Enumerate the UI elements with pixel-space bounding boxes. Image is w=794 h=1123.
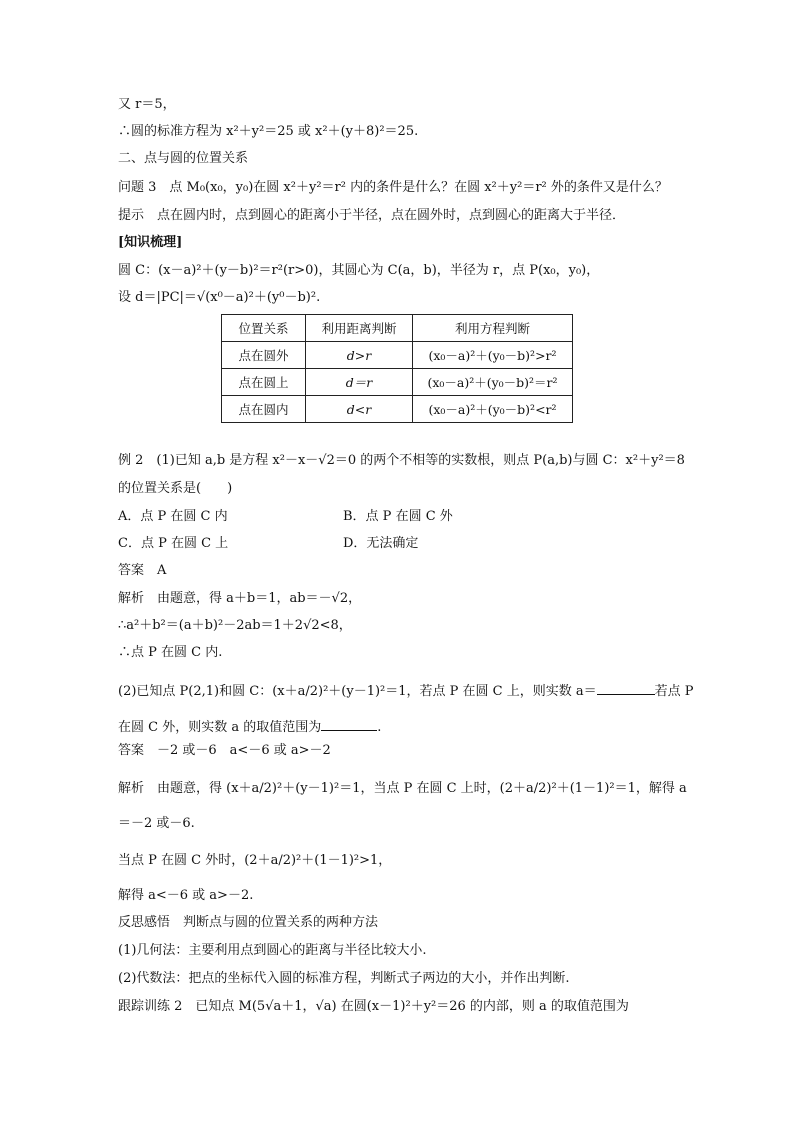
follow-up-exercise-2: 跟踪训练 2 已知点 M(5√a＋1，√a) 在圆(x－1)²＋y²＝26 的内部，则 a 的取值范围为 [118, 999, 629, 1014]
knowledge-heading: [知识梳理] [118, 235, 183, 250]
table-cell: (x₀－a)²＋(y₀－b)²<r² [413, 396, 573, 423]
table-cell: (x₀－a)²＋(y₀－b)²>r² [413, 342, 573, 369]
text-line: 又 r＝5， [118, 97, 176, 112]
position-relation-table [221, 314, 573, 423]
table-cell: 点在圆内 [222, 396, 306, 423]
table-header-row [222, 315, 573, 342]
question-text: 若点 P [654, 684, 694, 699]
text-line: 当点 P 在圆 C 外时，(2＋a/2)²＋(1－1)²>1， [118, 853, 392, 868]
method-geometric: (1)几何法：主要利用点到圆心的距离与半径比较大小. [118, 943, 427, 958]
table-header: 利用方程判断 [413, 315, 573, 342]
example-2-part-1: 例 2 (1)已知 a,b 是方程 x²－x－√2＝0 的两个不相等的实数根，则点 P(a,b)与圆 C：x²＋y²＝8 [118, 453, 685, 468]
text-line: 解得 a<－6 或 a>－2. [118, 888, 254, 903]
conclusion-line: ∴点 P 在圆 C 内. [118, 645, 223, 660]
question-text: 在圆 C 外，则实数 a 的取值范围为 [118, 720, 322, 735]
table-header: 位置关系 [222, 315, 306, 342]
table-row [222, 342, 573, 369]
question-3: 问题 3 点 M₀(x₀，y₀)在圆 x²＋y²＝r² 内的条件是什么？在圆 x²＋y²＝r² 外的条件又是什么？ [118, 180, 668, 195]
text-line [118, 716, 381, 737]
answer-2: 答案 －2 或－6 a<－6 或 a>－2 [118, 743, 331, 758]
table-cell: d＝r [306, 369, 413, 396]
answer-1: 答案 A [118, 563, 167, 578]
method-algebraic: (2)代数法：把点的坐标代入圆的标准方程，判断式子两边的大小，并作出判断. [118, 971, 570, 986]
reflection-heading: 反思感悟 判断点与圆的位置关系的两种方法 [118, 915, 379, 930]
table-cell: (x₀－a)²＋(y₀－b)²＝r² [413, 369, 573, 396]
table-header: 利用距离判断 [306, 315, 413, 342]
analysis-2: 解析 由题意，得 (x＋a/2)²＋(y－1)²＝1，当点 P 在圆 C 上时，(2＋a/2)²＋(1－1)²＝1，解得 a [118, 781, 687, 796]
table-cell: 点在圆外 [222, 342, 306, 369]
text-line: ∴a²＋b²＝(a＋b)²－2ab＝1＋2√2<8， [118, 618, 352, 633]
answer-blank [321, 716, 377, 731]
text-line: 设 d＝|PC|＝√(x⁰－a)²＋(y⁰－b)². [118, 290, 321, 305]
question-text: (2)已知点 P(2,1)和圆 C：(x＋a/2)²＋(y－1)²＝1，若点 P 在圆 C 上，则实数 a＝ [118, 684, 597, 699]
option-d: D．无法确定 [343, 536, 419, 551]
option-c: C．点 P 在圆 C 上 [118, 536, 229, 551]
table-cell: d<r [306, 396, 413, 423]
text-line: 的位置关系是( ) [118, 481, 233, 496]
text-line: ＝－2 或－6. [118, 816, 195, 831]
answer-blank [597, 680, 655, 695]
hint-text: 提示 点在圆内时，点到圆心的距离小于半径，点在圆外时，点到圆心的距离大于半径． [118, 208, 626, 223]
table-cell: d>r [306, 342, 413, 369]
text-line: 圆 C：(x－a)²＋(y－b)²＝r²(r>0)，其圆心为 C(a，b)，半径为 r，点 P(x₀，y₀)， [118, 263, 600, 278]
table-row [222, 369, 573, 396]
question-text: . [377, 720, 382, 735]
analysis-1: 解析 由题意，得 a＋b＝1，ab＝－√2， [118, 591, 362, 606]
section-heading: 二、点与圆的位置关系 [118, 151, 249, 166]
option-b: B．点 P 在圆 C 外 [343, 509, 453, 524]
example-2-part-2 [118, 680, 694, 701]
option-a: A．点 P 在圆 C 内 [118, 509, 228, 524]
table-row [222, 396, 573, 423]
text-line: ∴圆的标准方程为 x²＋y²＝25 或 x²＋(y＋8)²＝25. [118, 124, 419, 139]
table-cell: 点在圆上 [222, 369, 306, 396]
